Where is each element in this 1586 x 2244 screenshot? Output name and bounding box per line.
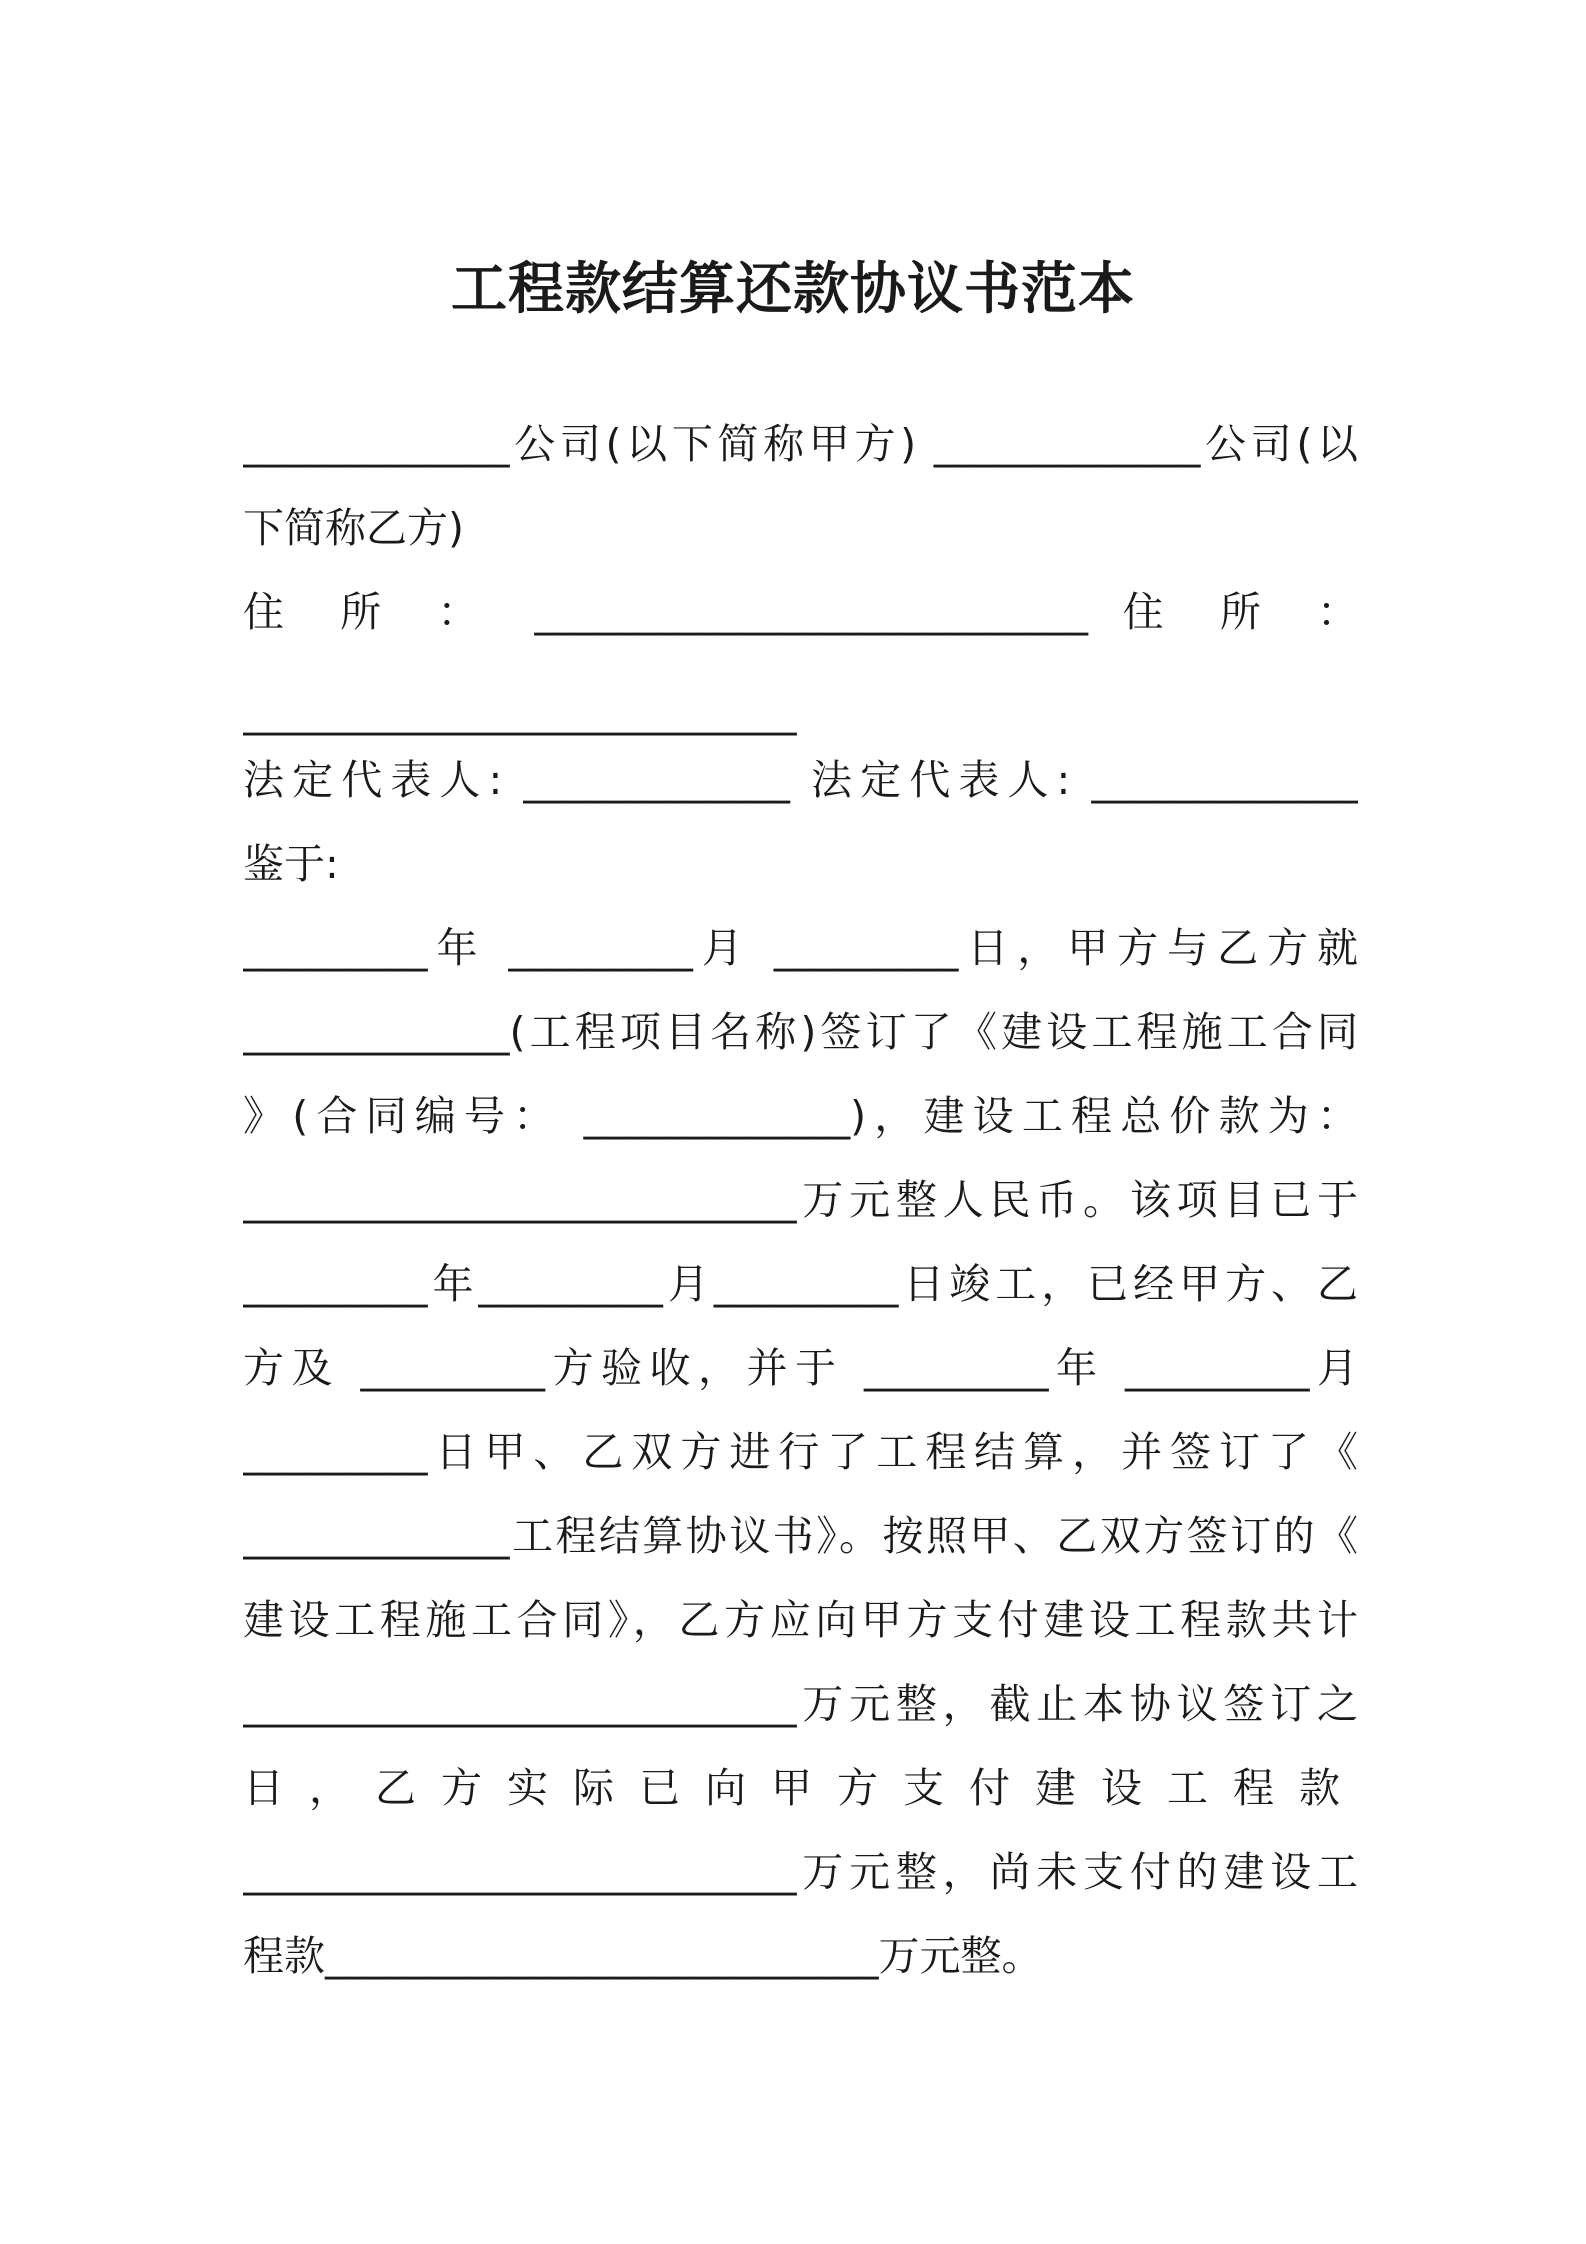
address-line: 住 所 ： ___________________________ 住 所 ：	[243, 588, 1358, 636]
paragraph-line-12: 方及 _________方验收，并于 _________年 _________月	[243, 1344, 1358, 1392]
legal-representative-line: 法定代表人: _____________ 法定代表人: _____________	[243, 756, 1358, 804]
address-blank-line: ___________________________	[243, 688, 797, 736]
paragraph-line-9: 》(合同编号： _____________)，建设工程总价款为：	[243, 1092, 1358, 1140]
document-title: 工程款结算还款协议书范本	[451, 257, 1135, 322]
paragraph-line-18: ___________________________万元整，尚未支付的建设工	[243, 1848, 1358, 1896]
paragraph-line-10: ___________________________万元整人民币。该项目已于	[243, 1176, 1358, 1224]
paragraph-line-14: _____________工程结算协议书》。按照甲、乙双方签订的《	[243, 1512, 1358, 1560]
paragraph-line-1: _____________公司(以下简称甲方) _____________公司(以	[243, 420, 1358, 468]
paragraph-line-17: 日，乙方实际已向甲方支付建设工程款	[243, 1764, 1358, 1812]
paragraph-line-11: _________年_________月_________日竣工，已经甲方、乙	[243, 1260, 1358, 1308]
paragraph-line-15: 建设工程施工合同》，乙方应向甲方支付建设工程款共计	[243, 1596, 1358, 1644]
paragraph-line-19: 程款___________________________万元整。	[243, 1932, 1043, 1980]
whereas-heading: 鉴于:	[243, 840, 339, 888]
paragraph-line-16: ___________________________万元整，截止本协议签订之	[243, 1680, 1358, 1728]
paragraph-line-2: 下简称乙方)	[243, 504, 464, 552]
paragraph-line-7: _________年 _________月 _________日，甲方与乙方就	[243, 924, 1358, 972]
paragraph-line-13: _________日甲、乙双方进行了工程结算，并签订了《	[243, 1428, 1358, 1476]
paragraph-line-8: _____________(工程项目名称)签订了《建设工程施工合同	[243, 1008, 1358, 1056]
